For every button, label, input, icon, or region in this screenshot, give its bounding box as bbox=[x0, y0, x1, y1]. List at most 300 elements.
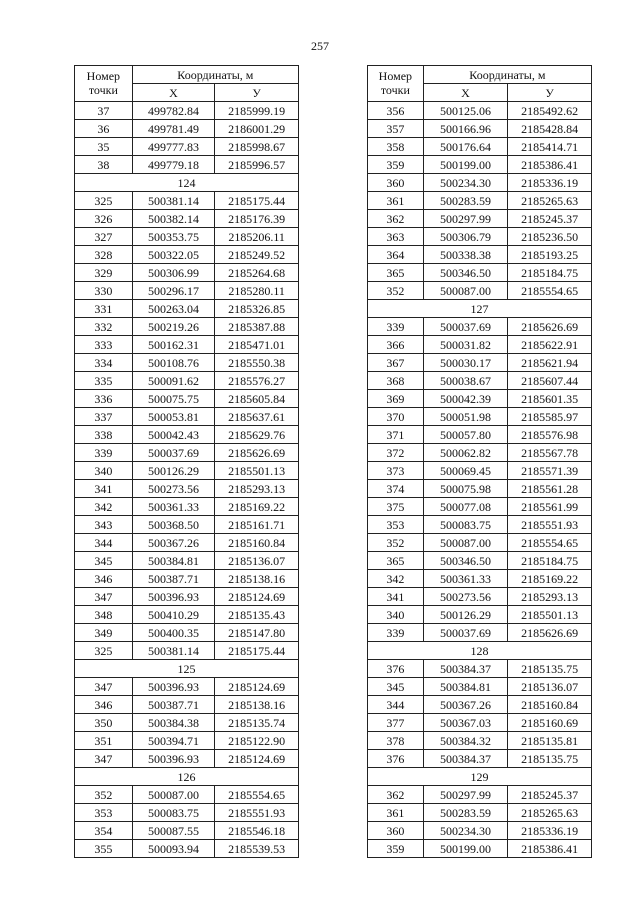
x-coordinate-cell: 500176.64 bbox=[423, 138, 508, 156]
x-coordinate-cell: 500384.81 bbox=[423, 678, 508, 696]
table-row bbox=[75, 714, 299, 732]
x-coordinate-cell: 500367.03 bbox=[423, 714, 508, 732]
x-coordinate-cell: 500037.69 bbox=[423, 318, 508, 336]
point-number-cell: 338 bbox=[75, 426, 133, 444]
point-number-cell: 38 bbox=[75, 156, 133, 174]
point-number-cell: 325 bbox=[75, 642, 133, 660]
table-row bbox=[368, 714, 592, 732]
y-coordinate-cell: 2185160.84 bbox=[215, 534, 299, 552]
table-row bbox=[75, 138, 299, 156]
table-row bbox=[75, 264, 299, 282]
y-coordinate-cell: 2185999.19 bbox=[215, 102, 299, 120]
point-number-cell: 377 bbox=[368, 714, 424, 732]
point-number-cell: 325 bbox=[75, 192, 133, 210]
x-coordinate-cell: 500057.80 bbox=[423, 426, 508, 444]
table-row bbox=[368, 732, 592, 750]
x-coordinate-cell: 500387.71 bbox=[132, 570, 215, 588]
x-coordinate-cell: 500400.35 bbox=[132, 624, 215, 642]
y-coordinate-cell: 2185245.37 bbox=[508, 786, 592, 804]
y-coordinate-cell: 2185135.74 bbox=[215, 714, 299, 732]
table-row bbox=[368, 138, 592, 156]
point-number-cell: 353 bbox=[368, 516, 424, 534]
y-coordinate-cell: 2185169.22 bbox=[215, 498, 299, 516]
point-number-cell: 356 bbox=[368, 102, 424, 120]
section-number: 129 bbox=[368, 768, 592, 786]
x-coordinate-cell: 500234.30 bbox=[423, 174, 508, 192]
y-coordinate-cell: 2185184.75 bbox=[508, 552, 592, 570]
section-row bbox=[75, 768, 299, 786]
x-coordinate-cell: 500384.81 bbox=[132, 552, 215, 570]
x-coordinate-cell: 500322.05 bbox=[132, 246, 215, 264]
table-row bbox=[75, 750, 299, 768]
point-number-cell: 346 bbox=[75, 570, 133, 588]
section-row bbox=[368, 768, 592, 786]
y-coordinate-cell: 2185585.97 bbox=[508, 408, 592, 426]
x-coordinate-cell: 499779.18 bbox=[132, 156, 215, 174]
point-number-cell: 355 bbox=[75, 840, 133, 858]
point-number-cell: 367 bbox=[368, 354, 424, 372]
x-coordinate-cell: 500051.98 bbox=[423, 408, 508, 426]
x-coordinate-cell: 499781.49 bbox=[132, 120, 215, 138]
header-x: X bbox=[132, 84, 215, 102]
y-coordinate-cell: 2185135.43 bbox=[215, 606, 299, 624]
point-number-cell: 36 bbox=[75, 120, 133, 138]
x-coordinate-cell: 500031.82 bbox=[423, 336, 508, 354]
x-coordinate-cell: 500093.94 bbox=[132, 840, 215, 858]
table-row bbox=[75, 354, 299, 372]
point-number-cell: 345 bbox=[75, 552, 133, 570]
x-coordinate-cell: 500384.38 bbox=[132, 714, 215, 732]
point-number-cell: 339 bbox=[368, 318, 424, 336]
y-coordinate-cell: 2185249.52 bbox=[215, 246, 299, 264]
header-point-number bbox=[75, 66, 133, 102]
table-row bbox=[75, 228, 299, 246]
point-number-cell: 332 bbox=[75, 318, 133, 336]
point-number-cell: 327 bbox=[75, 228, 133, 246]
y-coordinate-cell: 2185206.11 bbox=[215, 228, 299, 246]
y-coordinate-cell: 2185576.98 bbox=[508, 426, 592, 444]
table-row bbox=[75, 534, 299, 552]
header-point-label-line1: Номер bbox=[86, 68, 121, 83]
point-number-cell: 352 bbox=[75, 786, 133, 804]
table-row bbox=[368, 354, 592, 372]
table-row bbox=[368, 372, 592, 390]
point-number-cell: 361 bbox=[368, 192, 424, 210]
table-row bbox=[75, 246, 299, 264]
table-row bbox=[368, 228, 592, 246]
y-coordinate-cell: 2185147.80 bbox=[215, 624, 299, 642]
y-coordinate-cell: 2185622.91 bbox=[508, 336, 592, 354]
section-number: 127 bbox=[368, 300, 592, 318]
x-coordinate-cell: 500361.33 bbox=[423, 570, 508, 588]
point-number-cell: 359 bbox=[368, 156, 424, 174]
point-number-cell: 364 bbox=[368, 246, 424, 264]
x-coordinate-cell: 500306.99 bbox=[132, 264, 215, 282]
x-coordinate-cell: 500126.29 bbox=[132, 462, 215, 480]
y-coordinate-cell: 2185264.68 bbox=[215, 264, 299, 282]
point-number-cell: 352 bbox=[368, 282, 424, 300]
table-row bbox=[368, 408, 592, 426]
table-row bbox=[75, 678, 299, 696]
y-coordinate-cell: 2185245.37 bbox=[508, 210, 592, 228]
x-coordinate-cell: 500353.75 bbox=[132, 228, 215, 246]
point-number-cell: 336 bbox=[75, 390, 133, 408]
y-coordinate-cell: 2185265.63 bbox=[508, 804, 592, 822]
table-row bbox=[368, 786, 592, 804]
point-number-cell: 354 bbox=[75, 822, 133, 840]
x-coordinate-cell: 500381.14 bbox=[132, 192, 215, 210]
header-point-label-line1: Номер bbox=[378, 68, 413, 83]
point-number-cell: 378 bbox=[368, 732, 424, 750]
table-row bbox=[75, 210, 299, 228]
table-row bbox=[368, 120, 592, 138]
x-coordinate-cell: 500083.75 bbox=[132, 804, 215, 822]
y-coordinate-cell: 2185336.19 bbox=[508, 822, 592, 840]
x-coordinate-cell: 500219.26 bbox=[132, 318, 215, 336]
table-row bbox=[368, 480, 592, 498]
y-coordinate-cell: 2185124.69 bbox=[215, 750, 299, 768]
point-number-cell: 362 bbox=[368, 210, 424, 228]
table-row bbox=[368, 390, 592, 408]
y-coordinate-cell: 2185160.69 bbox=[508, 714, 592, 732]
table-row bbox=[75, 336, 299, 354]
point-number-cell: 368 bbox=[368, 372, 424, 390]
x-coordinate-cell: 500273.56 bbox=[132, 480, 215, 498]
x-coordinate-cell: 500384.37 bbox=[423, 660, 508, 678]
point-number-cell: 360 bbox=[368, 822, 424, 840]
y-coordinate-cell: 2185193.25 bbox=[508, 246, 592, 264]
point-number-cell: 374 bbox=[368, 480, 424, 498]
point-number-cell: 360 bbox=[368, 174, 424, 192]
x-coordinate-cell: 500091.62 bbox=[132, 372, 215, 390]
point-number-cell: 340 bbox=[75, 462, 133, 480]
table-row bbox=[368, 462, 592, 480]
x-coordinate-cell: 500030.17 bbox=[423, 354, 508, 372]
table-row bbox=[75, 804, 299, 822]
point-number-cell: 363 bbox=[368, 228, 424, 246]
point-number-cell: 344 bbox=[75, 534, 133, 552]
point-number-cell: 375 bbox=[368, 498, 424, 516]
table-row bbox=[75, 696, 299, 714]
table-row bbox=[368, 246, 592, 264]
y-coordinate-cell: 2185175.44 bbox=[215, 192, 299, 210]
point-number-cell: 361 bbox=[368, 804, 424, 822]
table-row bbox=[75, 156, 299, 174]
x-coordinate-cell: 500038.67 bbox=[423, 372, 508, 390]
point-number-cell: 340 bbox=[368, 606, 424, 624]
y-coordinate-cell: 2185561.99 bbox=[508, 498, 592, 516]
y-coordinate-cell: 2185571.39 bbox=[508, 462, 592, 480]
x-coordinate-cell: 500075.98 bbox=[423, 480, 508, 498]
y-coordinate-cell: 2185175.44 bbox=[215, 642, 299, 660]
point-number-cell: 330 bbox=[75, 282, 133, 300]
y-coordinate-cell: 2185492.62 bbox=[508, 102, 592, 120]
table-row bbox=[75, 840, 299, 858]
x-coordinate-cell: 500166.96 bbox=[423, 120, 508, 138]
header-y: У bbox=[215, 84, 299, 102]
y-coordinate-cell: 2185501.13 bbox=[215, 462, 299, 480]
x-coordinate-cell: 500042.39 bbox=[423, 390, 508, 408]
point-number-cell: 342 bbox=[368, 570, 424, 588]
section-number: 124 bbox=[75, 174, 299, 192]
table-row bbox=[75, 120, 299, 138]
table-row bbox=[75, 192, 299, 210]
y-coordinate-cell: 2185236.50 bbox=[508, 228, 592, 246]
table-row bbox=[75, 282, 299, 300]
table-row bbox=[368, 426, 592, 444]
x-coordinate-cell: 500306.79 bbox=[423, 228, 508, 246]
x-coordinate-cell: 500297.99 bbox=[423, 786, 508, 804]
point-number-cell: 331 bbox=[75, 300, 133, 318]
x-coordinate-cell: 500283.59 bbox=[423, 192, 508, 210]
table-row bbox=[368, 534, 592, 552]
x-coordinate-cell: 499777.83 bbox=[132, 138, 215, 156]
table-row bbox=[75, 408, 299, 426]
point-number-cell: 347 bbox=[75, 588, 133, 606]
x-coordinate-cell: 499782.84 bbox=[132, 102, 215, 120]
point-number-cell: 333 bbox=[75, 336, 133, 354]
x-coordinate-cell: 500382.14 bbox=[132, 210, 215, 228]
table-row bbox=[75, 822, 299, 840]
point-number-cell: 339 bbox=[368, 624, 424, 642]
table-row bbox=[368, 498, 592, 516]
x-coordinate-cell: 500263.04 bbox=[132, 300, 215, 318]
y-coordinate-cell: 2185293.13 bbox=[508, 588, 592, 606]
coordinates-table-left bbox=[74, 65, 299, 858]
x-coordinate-cell: 500126.29 bbox=[423, 606, 508, 624]
table-row bbox=[75, 498, 299, 516]
table-row bbox=[368, 174, 592, 192]
y-coordinate-cell: 2185122.90 bbox=[215, 732, 299, 750]
y-coordinate-cell: 2185428.84 bbox=[508, 120, 592, 138]
x-coordinate-cell: 500125.06 bbox=[423, 102, 508, 120]
y-coordinate-cell: 2185136.07 bbox=[508, 678, 592, 696]
y-coordinate-cell: 2185607.44 bbox=[508, 372, 592, 390]
table-row bbox=[368, 750, 592, 768]
y-coordinate-cell: 2185169.22 bbox=[508, 570, 592, 588]
x-coordinate-cell: 500083.75 bbox=[423, 516, 508, 534]
x-coordinate-cell: 500297.99 bbox=[423, 210, 508, 228]
y-coordinate-cell: 2185554.65 bbox=[215, 786, 299, 804]
point-number-cell: 373 bbox=[368, 462, 424, 480]
x-coordinate-cell: 500077.08 bbox=[423, 498, 508, 516]
section-row bbox=[75, 174, 299, 192]
point-number-cell: 37 bbox=[75, 102, 133, 120]
y-coordinate-cell: 2185176.39 bbox=[215, 210, 299, 228]
header-coordinates: Координаты, м bbox=[132, 66, 298, 84]
x-coordinate-cell: 500384.32 bbox=[423, 732, 508, 750]
section-row bbox=[368, 642, 592, 660]
x-coordinate-cell: 500199.00 bbox=[423, 840, 508, 858]
page-number: 257 bbox=[311, 39, 329, 53]
point-number-cell: 349 bbox=[75, 624, 133, 642]
y-coordinate-cell: 2185138.16 bbox=[215, 570, 299, 588]
y-coordinate-cell: 2185998.67 bbox=[215, 138, 299, 156]
y-coordinate-cell: 2185576.27 bbox=[215, 372, 299, 390]
point-number-cell: 365 bbox=[368, 552, 424, 570]
y-coordinate-cell: 2185160.84 bbox=[508, 696, 592, 714]
point-number-cell: 334 bbox=[75, 354, 133, 372]
table-row bbox=[368, 336, 592, 354]
table-row bbox=[75, 372, 299, 390]
y-coordinate-cell: 2185387.88 bbox=[215, 318, 299, 336]
x-coordinate-cell: 500087.00 bbox=[132, 786, 215, 804]
coordinates-table-right bbox=[367, 65, 592, 858]
table-row bbox=[75, 732, 299, 750]
y-coordinate-cell: 2185136.07 bbox=[215, 552, 299, 570]
x-coordinate-cell: 500037.69 bbox=[132, 444, 215, 462]
table-row bbox=[75, 390, 299, 408]
point-number-cell: 376 bbox=[368, 660, 424, 678]
table-row bbox=[75, 642, 299, 660]
y-coordinate-cell: 2185626.69 bbox=[508, 624, 592, 642]
header-point-number bbox=[368, 66, 424, 102]
table-row bbox=[368, 516, 592, 534]
y-coordinate-cell: 2185280.11 bbox=[215, 282, 299, 300]
y-coordinate-cell: 2185135.75 bbox=[508, 750, 592, 768]
table-row bbox=[75, 570, 299, 588]
y-coordinate-cell: 2185539.53 bbox=[215, 840, 299, 858]
y-coordinate-cell: 2185501.13 bbox=[508, 606, 592, 624]
table-row bbox=[368, 264, 592, 282]
x-coordinate-cell: 500346.50 bbox=[423, 264, 508, 282]
y-coordinate-cell: 2185626.69 bbox=[508, 318, 592, 336]
x-coordinate-cell: 500075.75 bbox=[132, 390, 215, 408]
point-number-cell: 370 bbox=[368, 408, 424, 426]
x-coordinate-cell: 500338.38 bbox=[423, 246, 508, 264]
y-coordinate-cell: 2185326.85 bbox=[215, 300, 299, 318]
x-coordinate-cell: 500367.26 bbox=[132, 534, 215, 552]
y-coordinate-cell: 2185551.93 bbox=[508, 516, 592, 534]
section-number: 128 bbox=[368, 642, 592, 660]
table-row bbox=[75, 552, 299, 570]
x-coordinate-cell: 500396.93 bbox=[132, 678, 215, 696]
x-coordinate-cell: 500296.17 bbox=[132, 282, 215, 300]
x-coordinate-cell: 500273.56 bbox=[423, 588, 508, 606]
x-coordinate-cell: 500162.31 bbox=[132, 336, 215, 354]
table-row bbox=[75, 606, 299, 624]
x-coordinate-cell: 500396.93 bbox=[132, 588, 215, 606]
table-row bbox=[368, 102, 592, 120]
y-coordinate-cell: 2185551.93 bbox=[215, 804, 299, 822]
section-row bbox=[368, 300, 592, 318]
table-row bbox=[75, 624, 299, 642]
point-number-cell: 337 bbox=[75, 408, 133, 426]
header-point-label-line2: точки bbox=[88, 82, 118, 97]
header-x: X bbox=[423, 84, 508, 102]
y-coordinate-cell: 2185124.69 bbox=[215, 678, 299, 696]
point-number-cell: 329 bbox=[75, 264, 133, 282]
y-coordinate-cell: 2185471.01 bbox=[215, 336, 299, 354]
table-row bbox=[75, 444, 299, 462]
point-number-cell: 365 bbox=[368, 264, 424, 282]
x-coordinate-cell: 500087.00 bbox=[423, 534, 508, 552]
y-coordinate-cell: 2185637.61 bbox=[215, 408, 299, 426]
point-number-cell: 347 bbox=[75, 678, 133, 696]
y-coordinate-cell: 2185554.65 bbox=[508, 534, 592, 552]
point-number-cell: 357 bbox=[368, 120, 424, 138]
y-coordinate-cell: 2185293.13 bbox=[215, 480, 299, 498]
x-coordinate-cell: 500396.93 bbox=[132, 750, 215, 768]
y-coordinate-cell: 2185138.16 bbox=[215, 696, 299, 714]
x-coordinate-cell: 500394.71 bbox=[132, 732, 215, 750]
y-coordinate-cell: 2185621.94 bbox=[508, 354, 592, 372]
x-coordinate-cell: 500053.81 bbox=[132, 408, 215, 426]
header-y: У bbox=[508, 84, 592, 102]
point-number-cell: 369 bbox=[368, 390, 424, 408]
section-row bbox=[75, 660, 299, 678]
y-coordinate-cell: 2185550.38 bbox=[215, 354, 299, 372]
point-number-cell: 345 bbox=[368, 678, 424, 696]
table-row bbox=[75, 480, 299, 498]
table-row bbox=[75, 516, 299, 534]
y-coordinate-cell: 2185161.71 bbox=[215, 516, 299, 534]
table-row bbox=[368, 210, 592, 228]
point-number-cell: 339 bbox=[75, 444, 133, 462]
x-coordinate-cell: 500384.37 bbox=[423, 750, 508, 768]
point-number-cell: 358 bbox=[368, 138, 424, 156]
x-coordinate-cell: 500368.50 bbox=[132, 516, 215, 534]
y-coordinate-cell: 2185601.35 bbox=[508, 390, 592, 408]
table-row bbox=[368, 840, 592, 858]
point-number-cell: 352 bbox=[368, 534, 424, 552]
table-row bbox=[368, 606, 592, 624]
point-number-cell: 362 bbox=[368, 786, 424, 804]
table-row bbox=[75, 426, 299, 444]
y-coordinate-cell: 2185336.19 bbox=[508, 174, 592, 192]
point-number-cell: 341 bbox=[368, 588, 424, 606]
x-coordinate-cell: 500087.55 bbox=[132, 822, 215, 840]
section-number: 126 bbox=[75, 768, 299, 786]
x-coordinate-cell: 500361.33 bbox=[132, 498, 215, 516]
point-number-cell: 344 bbox=[368, 696, 424, 714]
x-coordinate-cell: 500346.50 bbox=[423, 552, 508, 570]
table-row bbox=[75, 588, 299, 606]
point-number-cell: 366 bbox=[368, 336, 424, 354]
y-coordinate-cell: 2185546.18 bbox=[215, 822, 299, 840]
point-number-cell: 371 bbox=[368, 426, 424, 444]
x-coordinate-cell: 500199.00 bbox=[423, 156, 508, 174]
y-coordinate-cell: 2185605.84 bbox=[215, 390, 299, 408]
y-coordinate-cell: 2186001.29 bbox=[215, 120, 299, 138]
x-coordinate-cell: 500042.43 bbox=[132, 426, 215, 444]
x-coordinate-cell: 500069.45 bbox=[423, 462, 508, 480]
table-row bbox=[75, 300, 299, 318]
point-number-cell: 372 bbox=[368, 444, 424, 462]
y-coordinate-cell: 2185386.41 bbox=[508, 156, 592, 174]
y-coordinate-cell: 2185265.63 bbox=[508, 192, 592, 210]
x-coordinate-cell: 500234.30 bbox=[423, 822, 508, 840]
y-coordinate-cell: 2185386.41 bbox=[508, 840, 592, 858]
header-coordinates: Координаты, м bbox=[423, 66, 591, 84]
y-coordinate-cell: 2185629.76 bbox=[215, 426, 299, 444]
y-coordinate-cell: 2185184.75 bbox=[508, 264, 592, 282]
x-coordinate-cell: 500367.26 bbox=[423, 696, 508, 714]
point-number-cell: 348 bbox=[75, 606, 133, 624]
x-coordinate-cell: 500387.71 bbox=[132, 696, 215, 714]
table-row bbox=[368, 822, 592, 840]
table-row bbox=[75, 318, 299, 336]
table-row bbox=[368, 444, 592, 462]
y-coordinate-cell: 2185626.69 bbox=[215, 444, 299, 462]
point-number-cell: 346 bbox=[75, 696, 133, 714]
x-coordinate-cell: 500410.29 bbox=[132, 606, 215, 624]
point-number-cell: 347 bbox=[75, 750, 133, 768]
table-row bbox=[368, 588, 592, 606]
y-coordinate-cell: 2185414.71 bbox=[508, 138, 592, 156]
y-coordinate-cell: 2185561.28 bbox=[508, 480, 592, 498]
table-row bbox=[75, 462, 299, 480]
